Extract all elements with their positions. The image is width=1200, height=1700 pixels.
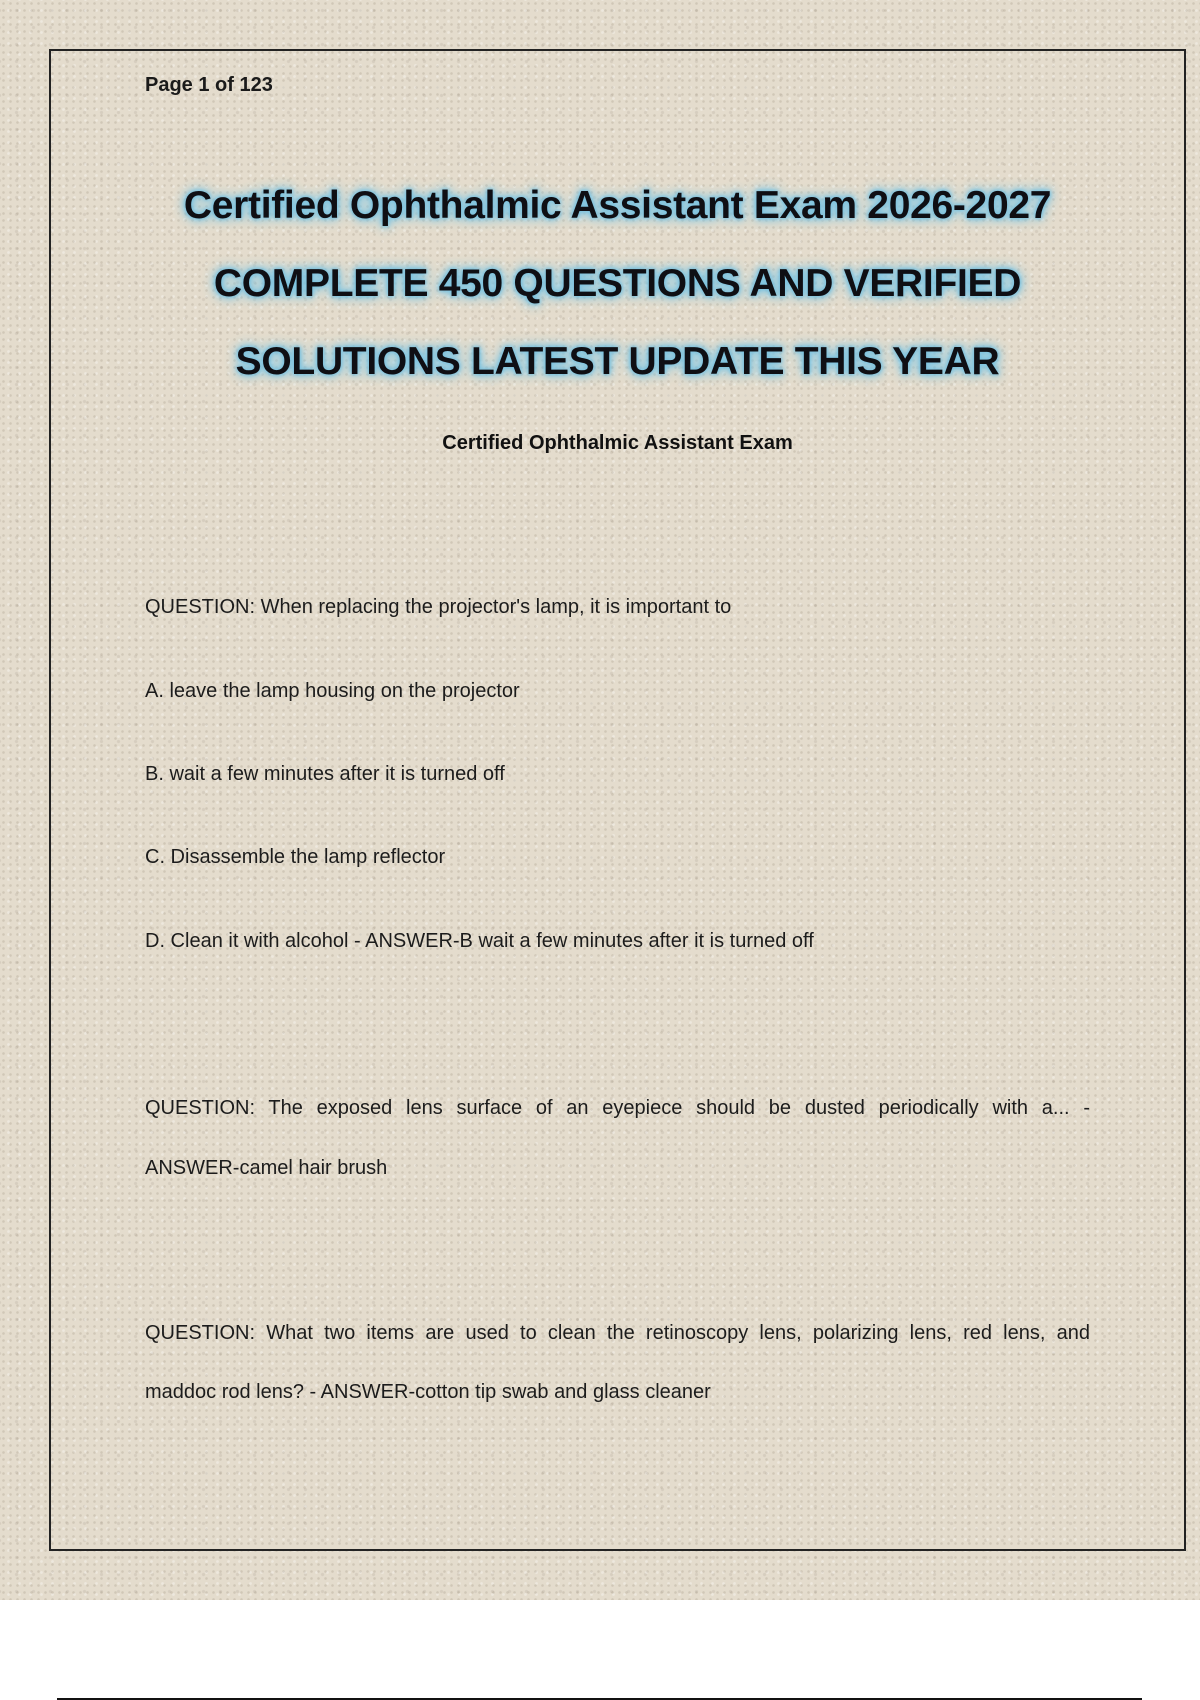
question-1-option-c: C. Disassemble the lamp reflector — [145, 846, 446, 868]
document-title-line-2: COMPLETE 450 QUESTIONS AND VERIFIED — [213, 262, 1022, 305]
question-1-option-d-answer: D. Clean it with alcohol - ANSWER-B wait a few minutes after it is turned off — [145, 930, 814, 952]
document-title-line-3: SOLUTIONS LATEST UPDATE THIS YEAR — [235, 340, 1000, 383]
page-number: Page 1 of 123 — [145, 74, 273, 96]
question-2-text: QUESTION: The exposed lens surface of an eyepiece should be dusted periodically with a... - — [145, 1097, 1090, 1119]
question-1-text: QUESTION: When replacing the projector's lamp, it is important to — [145, 596, 732, 618]
document-subtitle: Certified Ophthalmic Assistant Exam — [442, 432, 793, 454]
question-2-answer: ANSWER-camel hair brush — [145, 1157, 388, 1179]
question-3-text: QUESTION: What two items are used to clean the retinoscopy lens, polarizing lens, red lens, and — [145, 1322, 1090, 1344]
question-1-option-a: A. leave the lamp housing on the projector — [145, 680, 520, 702]
question-1-option-b: B. wait a few minutes after it is turned off — [145, 763, 505, 785]
document-title-line-1: Certified Ophthalmic Assistant Exam 2026-2027 — [183, 184, 1052, 227]
question-3-answer: maddoc rod lens? - ANSWER-cotton tip swab and glass cleaner — [145, 1381, 711, 1403]
